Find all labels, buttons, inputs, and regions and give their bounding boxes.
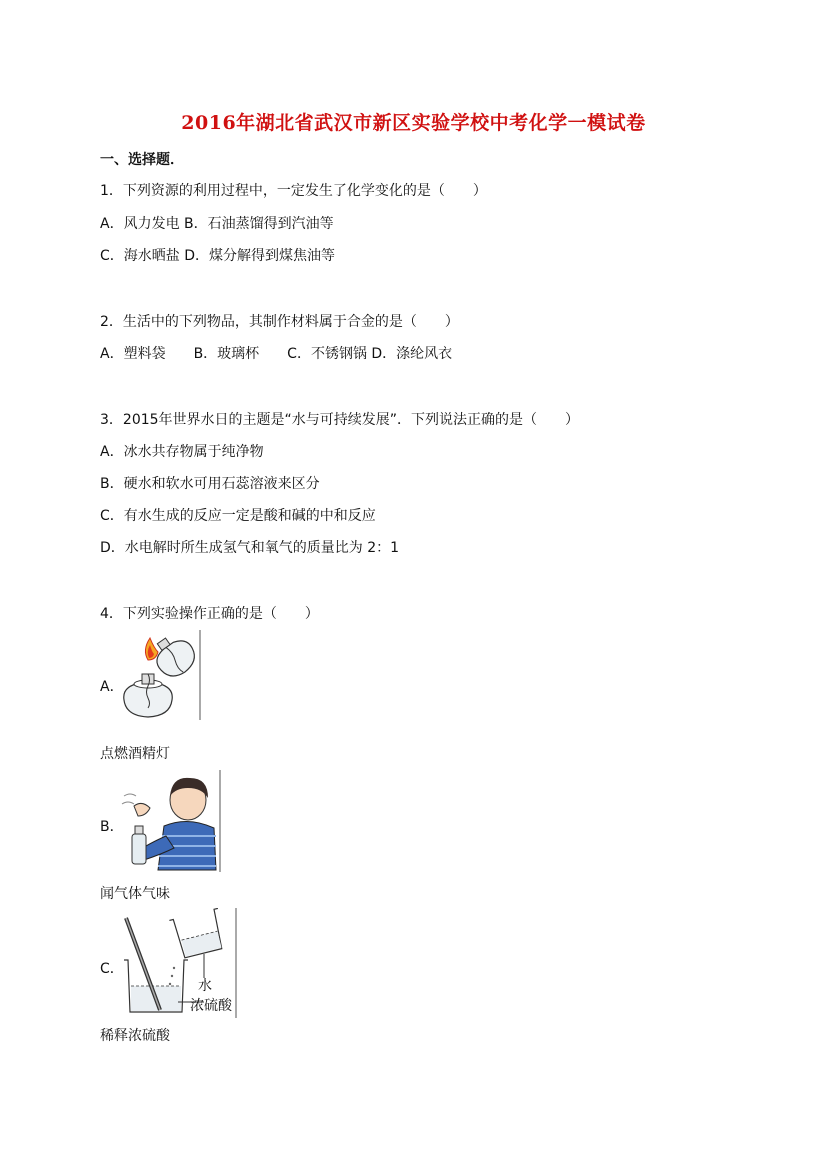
question-3-stem: 3．2015年世界水日的主题是“水与可持续发展”．下列说法正确的是（ ） xyxy=(100,412,580,428)
alcohol-lamp-figure xyxy=(118,630,202,720)
question-1-option-row-1: A．风力发电 B．石油蒸馏得到汽油等 xyxy=(100,216,334,232)
question-4-option-c-label: C． xyxy=(100,961,124,977)
question-3-option-c: C．有水生成的反应一定是酸和碱的中和反应 xyxy=(100,508,376,524)
label-water: 水 xyxy=(198,978,212,994)
page-title: 2016年湖北省武汉市新区实验学校中考化学一模试卷 xyxy=(181,112,646,134)
question-4-option-b-label: B． xyxy=(100,819,124,835)
question-4-option-c-caption: 稀释浓硫酸 xyxy=(100,1028,170,1044)
question-1-option-row-2: C．海水晒盐 D．煤分解得到煤焦油等 xyxy=(100,248,336,264)
question-2-stem: 2．生活中的下列物品，其制作材料属于合金的是（ ） xyxy=(100,314,459,330)
question-4-option-a-label: A． xyxy=(100,679,124,695)
question-4-option-a-caption: 点燃酒精灯 xyxy=(100,746,170,762)
question-1-stem: 1．下列资源的利用过程中，一定发生了化学变化的是（ ） xyxy=(100,183,487,199)
smelling-gas-figure xyxy=(118,770,222,872)
question-3-option-b: B．硬水和软水可用石蕊溶液来区分 xyxy=(100,476,320,492)
question-4-option-b-caption: 闻气体气味 xyxy=(100,886,170,902)
question-2-option-row-1: A．塑料袋 B．玻璃杯 C．不锈钢锅 D．涤纶风衣 xyxy=(100,346,453,362)
question-3-option-a: A．冰水共存物属于纯净物 xyxy=(100,444,264,460)
section-heading: 一、选择题． xyxy=(100,152,184,168)
label-conc-sulfuric-acid: 浓硫酸 xyxy=(190,998,232,1014)
question-3-option-d: D．水电解时所生成氢气和氧气的质量比为 2：1 xyxy=(100,540,400,556)
question-4-stem: 4．下列实验操作正确的是（ ） xyxy=(100,606,319,622)
